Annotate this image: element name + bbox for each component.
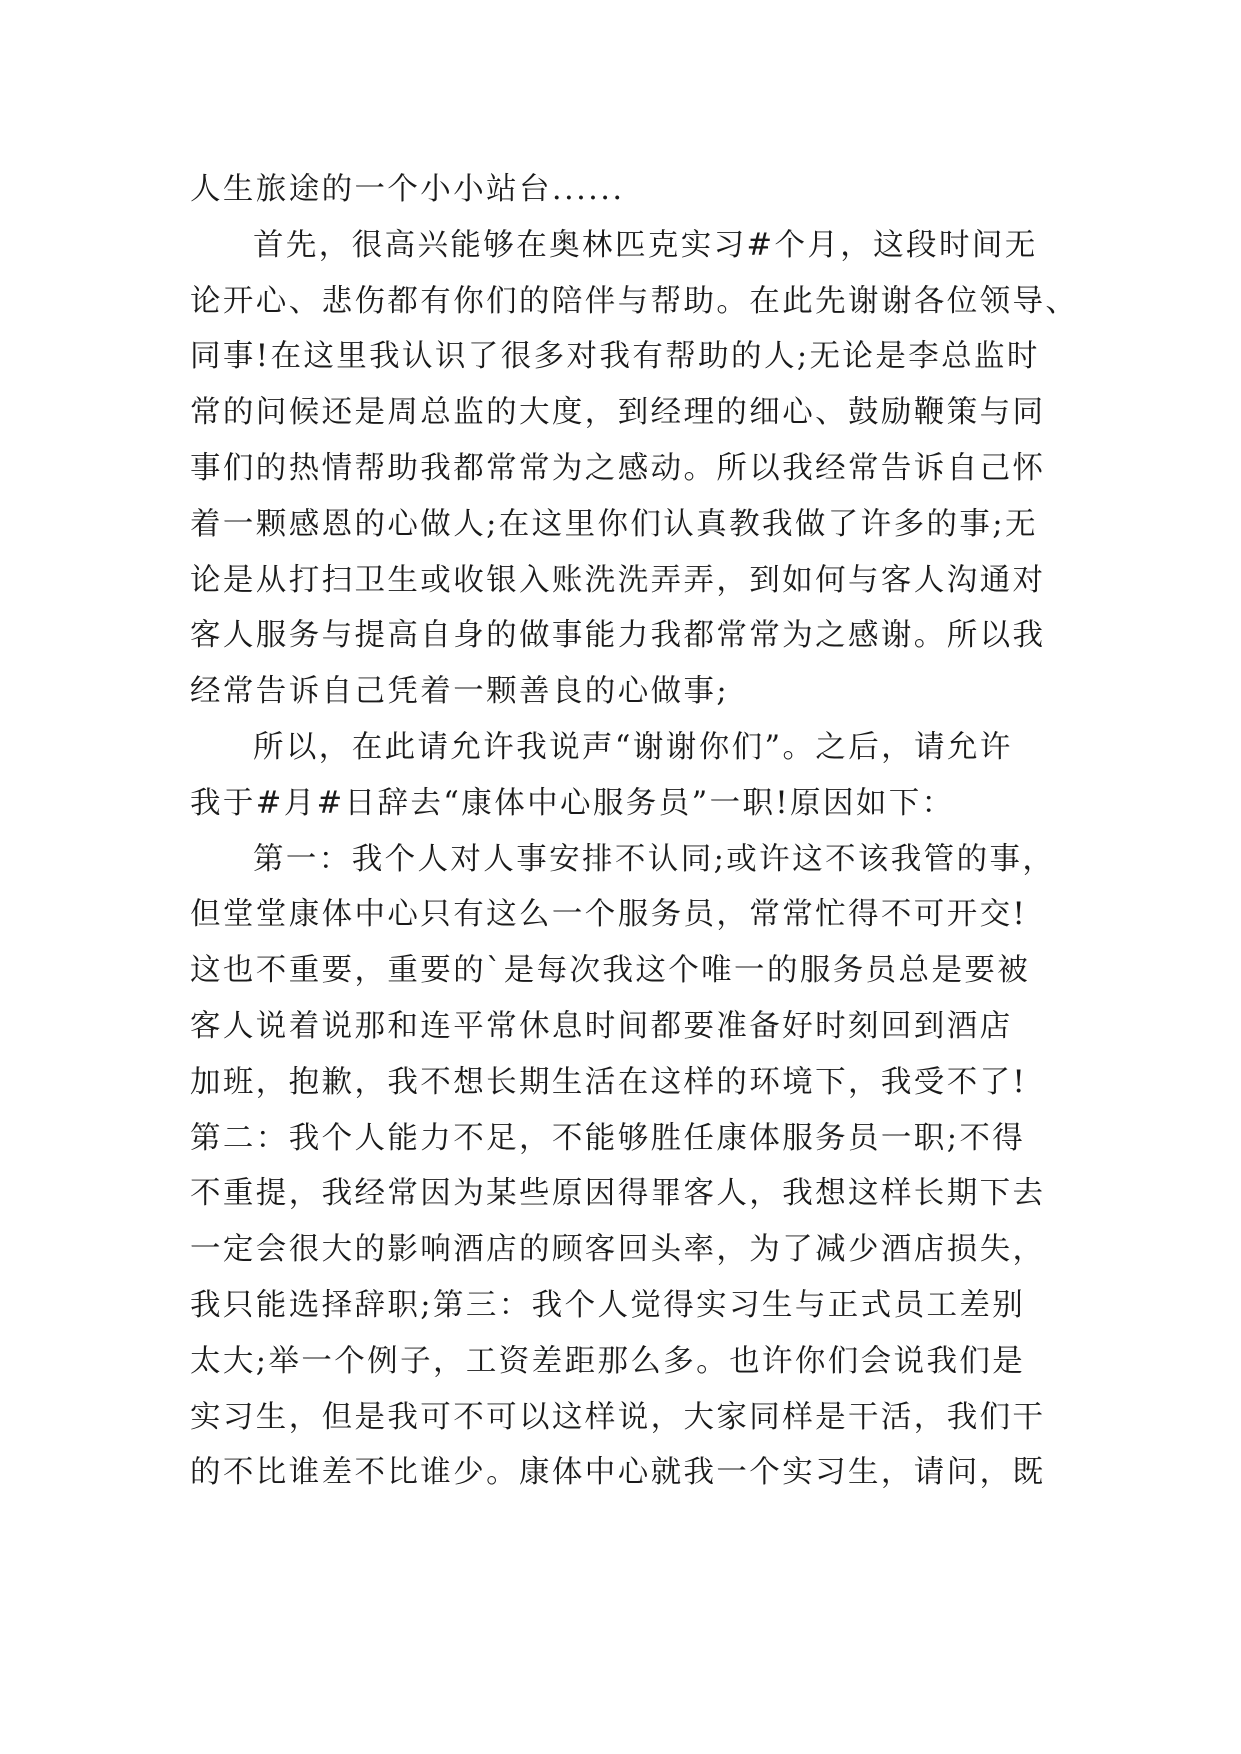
text-line: 人生旅途的一个小小站台...... [190, 172, 625, 207]
text-line: 第一：我个人对人事安排不认同;或许这不该我管的事， [253, 841, 1056, 877]
text-line: 论是从打扫卫生或收银入账洗洗弄弄，到如何与客人沟通对 [190, 562, 1046, 598]
text-line: 太大;举一个例子，工资差距那么多。也许你们会说我们是 [190, 1343, 1026, 1379]
text-line: 经常告诉自己凭着一颗善良的心做事; [190, 674, 730, 710]
text-line: 这也不重要，重要的`是每次我这个唯一的服务员总是要被 [190, 953, 1031, 989]
text-line: 加班，抱歉，我不想长期生活在这样的环境下，我受不了! [190, 1064, 1028, 1100]
text-line: 常的问候还是周总监的大度，到经理的细心、鼓励鞭策与同 [190, 395, 1046, 431]
text-line: 事们的热情帮助我都常常为之感动。所以我经常告诉自己怀 [190, 450, 1046, 486]
text-line: 我只能选择辞职;第三：我个人觉得实习生与正式员工差别 [190, 1287, 1026, 1323]
text-line: 同事!在这里我认识了很多对我有帮助的人;无论是李总监时 [190, 339, 1040, 375]
text-line: 一定会很大的影响酒店的顾客回头率，为了减少酒店损失， [190, 1232, 1046, 1268]
document-body [190, 162, 1079, 1501]
text-line: 实习生，但是我可不可以这样说，大家同样是干活，我们干 [190, 1399, 1046, 1435]
text-line: 我于#月#日辞去“康体中心服务员”一职!原因如下： [190, 785, 955, 821]
text-line: 客人说着说那和连平常休息时间都要准备好时刻回到酒店 [190, 1008, 1013, 1044]
text-line: 但堂堂康体中心只有这么一个服务员，常常忙得不可开交! [190, 897, 1028, 933]
text-line: 首先，很高兴能够在奥林匹克实习#个月，这段时间无 [253, 227, 1038, 263]
text-line: 着一颗感恩的心做人;在这里你们认真教我做了许多的事;无 [190, 506, 1038, 542]
text-line: 客人服务与提高自身的做事能力我都常常为之感谢。所以我 [190, 618, 1046, 654]
text-line: 不重提，我经常因为某些原因得罪客人，我想这样长期下去 [190, 1176, 1046, 1212]
text-line: 的不比谁差不比谁少。康体中心就我一个实习生，请问，既 [190, 1455, 1046, 1491]
text-line: 所以，在此请允许我说声“谢谢你们”。之后，请允许 [253, 729, 1013, 765]
text-line: 第二：我个人能力不足，不能够胜任康体服务员一职;不得 [190, 1120, 1026, 1156]
text-line: 论开心、悲伤都有你们的陪伴与帮助。在此先谢谢各位领导、 [190, 283, 1079, 319]
